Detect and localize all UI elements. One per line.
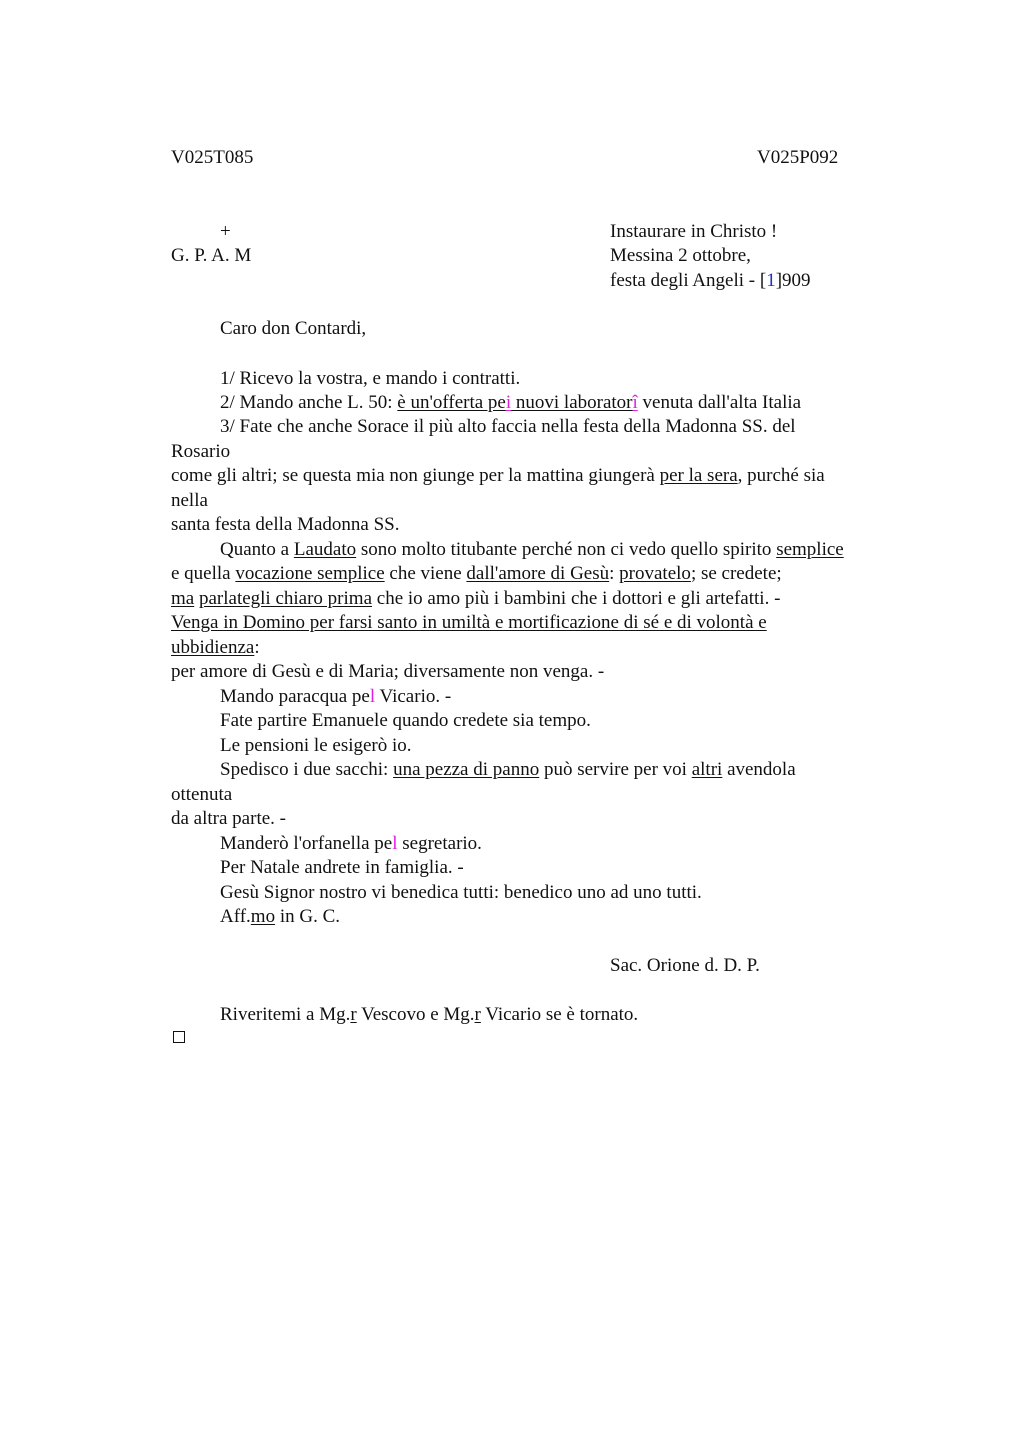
signature: Sac. Orione d. D. P. (610, 955, 760, 976)
paragraph-3-line-2: Rosario (171, 441, 231, 462)
paragraph-10: Per Natale andrete in famiglia. - (220, 857, 464, 878)
paragraph-8-line-1: Spedisco i due sacchi: una pezza di panno può servire per voi altri avendola (220, 759, 796, 780)
greeting: Caro don Contardi, (220, 318, 367, 339)
paragraph-6: Fate partire Emanuele quando credete sia tempo. (220, 710, 591, 731)
initials: G. P. A. M (171, 245, 252, 266)
paragraph-1: 1/ Ricevo la vostra, e mando i contratti. (220, 368, 521, 389)
paragraph-4-line-4: Venga in Domino per farsi santo in umiltà e mortificazione di sé e di volontà e (171, 612, 767, 633)
motto: Instaurare in Christo ! (610, 221, 778, 242)
place-date: Messina 2 ottobre, (610, 245, 751, 266)
archive-code-right: V025P092 (757, 147, 839, 168)
paragraph-11: Gesù Signor nostro vi benedica tutti: benedico uno ad uno tutti. (220, 882, 702, 903)
paragraph-4-line-6: per amore di Gesù e di Maria; diversamente non venga. - (171, 661, 605, 682)
paragraph-8-line-2: ottenuta (171, 784, 233, 805)
editorial-insert: l (369, 686, 376, 707)
paragraph-8-line-3: da altra parte. - (171, 808, 286, 829)
paragraph-3-line-5: santa festa della Madonna SS. (171, 514, 400, 535)
paragraph-3-line-3: come gli altri; se questa mia non giunge per la mattina giungerà per la sera, purché sia (171, 465, 825, 486)
editorial-insert: î (632, 392, 638, 413)
paragraph-4-line-2: e quella vocazione semplice che viene dall'amore di Gesù: provatelo; se credete; (171, 563, 782, 584)
feast-date: festa degli Angeli - [1]909 (610, 270, 811, 291)
paragraph-2: 2/ Mando anche L. 50: è un'offerta pei nuovi laboratorî venuta dall'alta Italia (220, 392, 802, 413)
empty-square-icon (173, 1031, 185, 1043)
editorial-insert: l (392, 833, 398, 854)
editorial-bracket-digit: 1 (766, 270, 776, 291)
paragraph-4-line-3: ma parlategli chiaro prima che io amo più i bambini che i dottori e gli artefatti. - (171, 588, 781, 609)
cross-mark: + (220, 221, 231, 242)
paragraph-5: Mando paracqua pel Vicario. - (220, 686, 452, 707)
paragraph-4-line-1: Quanto a Laudato sono molto titubante perché non ci vedo quello spirito semplice (220, 539, 844, 560)
postscript: Riveritemi a Mg.r Vescovo e Mg.r Vicario se è tornato. (220, 1004, 639, 1025)
archive-code-left: V025T085 (171, 147, 254, 168)
paragraph-3-line-1: 3/ Fate che anche Sorace il più alto faccia nella festa della Madonna SS. del (220, 416, 796, 437)
paragraph-7: Le pensioni le esigerò io. (220, 735, 412, 756)
paragraph-3-line-4: nella (171, 490, 208, 511)
closing: Aff.mo in G. C. (220, 906, 341, 927)
paragraph-9: Manderò l'orfanella pel segretario. (220, 833, 482, 854)
paragraph-4-line-5: ubbidienza: (171, 637, 260, 658)
editorial-insert: i (505, 392, 512, 413)
